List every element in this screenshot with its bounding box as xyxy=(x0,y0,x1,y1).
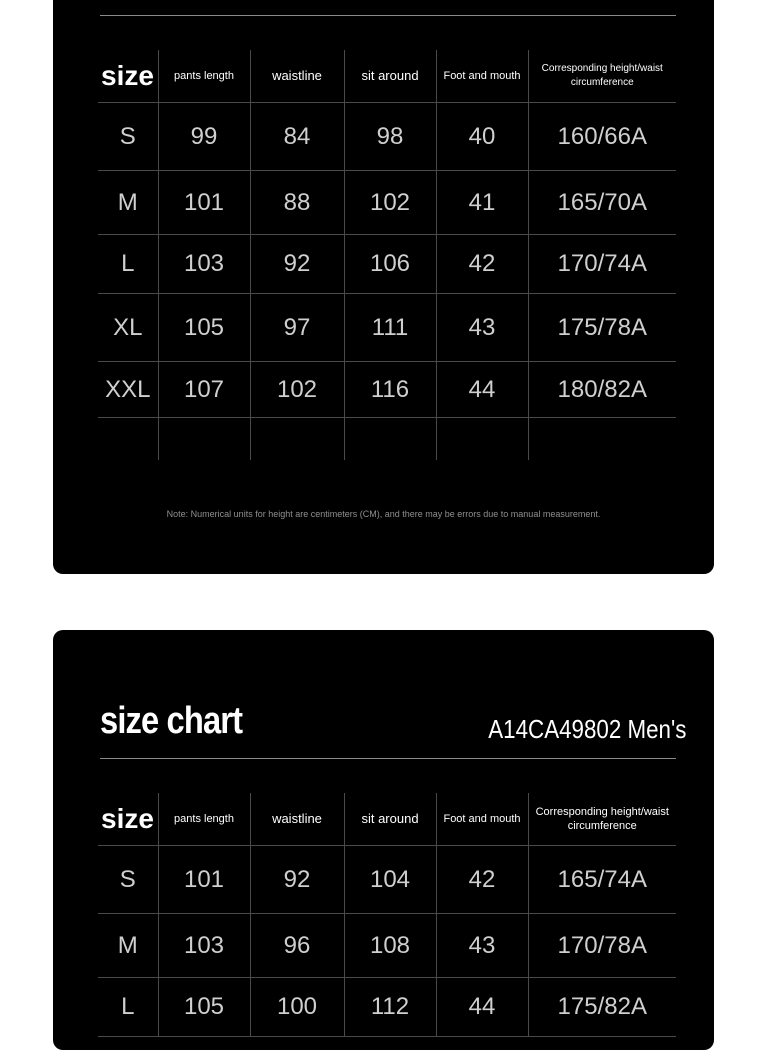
header-foot-mouth: Foot and mouth xyxy=(436,50,528,103)
cell-foot-mouth: 44 xyxy=(436,362,528,418)
cell-foot-mouth: 40 xyxy=(436,103,528,171)
cell-size: M xyxy=(98,914,158,978)
cell-height-waist: 180/82A xyxy=(528,362,676,418)
table-row xyxy=(98,171,676,235)
cell-height-waist: 165/74A xyxy=(528,846,676,914)
size-table-1 xyxy=(98,50,676,460)
cell-pants-length: 101 xyxy=(158,171,250,235)
header-waistline: waistline xyxy=(250,50,344,103)
table-header-row xyxy=(98,793,676,846)
cell-height-waist: 175/78A xyxy=(528,294,676,362)
cell-sit-around: 116 xyxy=(344,362,436,418)
cell-sit-around: 98 xyxy=(344,103,436,171)
header-sit-around: sit around xyxy=(344,793,436,846)
table-header-row xyxy=(98,50,676,103)
table-row xyxy=(98,846,676,914)
size-chart-card-1 xyxy=(53,0,714,574)
cell-sit-around: 108 xyxy=(344,914,436,978)
header-size: size xyxy=(98,50,158,103)
header-height-waist: Corresponding height/waist circumference xyxy=(528,50,676,103)
cell-pants-length: 105 xyxy=(158,294,250,362)
table-row xyxy=(98,294,676,362)
cell-height-waist: 170/78A xyxy=(528,914,676,978)
cell-height-waist: 175/82A xyxy=(528,978,676,1037)
cell-pants-length: 101 xyxy=(158,846,250,914)
table-row xyxy=(98,103,676,171)
divider-line xyxy=(100,15,676,16)
cell-foot-mouth: 43 xyxy=(436,914,528,978)
table-row-empty xyxy=(98,418,676,461)
cell-pants-length: 103 xyxy=(158,914,250,978)
cell-size: L xyxy=(98,978,158,1037)
cell-sit-around: 104 xyxy=(344,846,436,914)
cell-waistline: 92 xyxy=(250,235,344,294)
cell-size: XXL xyxy=(98,362,158,418)
cell-foot-mouth: 42 xyxy=(436,846,528,914)
cell-pants-length: 99 xyxy=(158,103,250,171)
cell-foot-mouth: 42 xyxy=(436,235,528,294)
table-row xyxy=(98,914,676,978)
cell-waistline: 84 xyxy=(250,103,344,171)
model-number: A14CA49802 Men's xyxy=(487,714,686,744)
cell-waistline: 96 xyxy=(250,914,344,978)
cell-foot-mouth: 44 xyxy=(436,978,528,1037)
cell-height-waist: 170/74A xyxy=(528,235,676,294)
cell-waistline: 88 xyxy=(250,171,344,235)
header-waistline: waistline xyxy=(250,793,344,846)
cell-size: XL xyxy=(98,294,158,362)
cell-size: M xyxy=(98,171,158,235)
cell-waistline: 92 xyxy=(250,846,344,914)
cell-size: S xyxy=(98,103,158,171)
size-chart-title: size chart xyxy=(100,700,243,742)
header-sit-around: sit around xyxy=(344,50,436,103)
size-chart-card-2 xyxy=(53,630,714,1050)
header-pants-length: pants length xyxy=(158,50,250,103)
table-row xyxy=(98,978,676,1037)
cell-pants-length: 103 xyxy=(158,235,250,294)
divider-line xyxy=(100,758,676,759)
cell-sit-around: 112 xyxy=(344,978,436,1037)
cell-pants-length: 107 xyxy=(158,362,250,418)
cell-pants-length: 105 xyxy=(158,978,250,1037)
cell-size: S xyxy=(98,846,158,914)
header-size: size xyxy=(98,793,158,846)
table-row xyxy=(98,235,676,294)
cell-foot-mouth: 43 xyxy=(436,294,528,362)
measurement-note: Note: Numerical units for height are centimeters (CM), and there may be errors due to manual measurement. xyxy=(166,509,601,519)
cell-sit-around: 102 xyxy=(344,171,436,235)
cell-waistline: 100 xyxy=(250,978,344,1037)
cell-height-waist: 160/66A xyxy=(528,103,676,171)
cell-foot-mouth: 41 xyxy=(436,171,528,235)
size-table-2 xyxy=(98,793,676,1037)
header-foot-mouth: Foot and mouth xyxy=(436,793,528,846)
header-height-waist: Corresponding height/waist circumference xyxy=(528,793,676,846)
cell-sit-around: 106 xyxy=(344,235,436,294)
header-pants-length: pants length xyxy=(158,793,250,846)
cell-waistline: 102 xyxy=(250,362,344,418)
table-row xyxy=(98,362,676,418)
cell-sit-around: 111 xyxy=(344,294,436,362)
cell-height-waist: 165/70A xyxy=(528,171,676,235)
cell-size: L xyxy=(98,235,158,294)
cell-waistline: 97 xyxy=(250,294,344,362)
